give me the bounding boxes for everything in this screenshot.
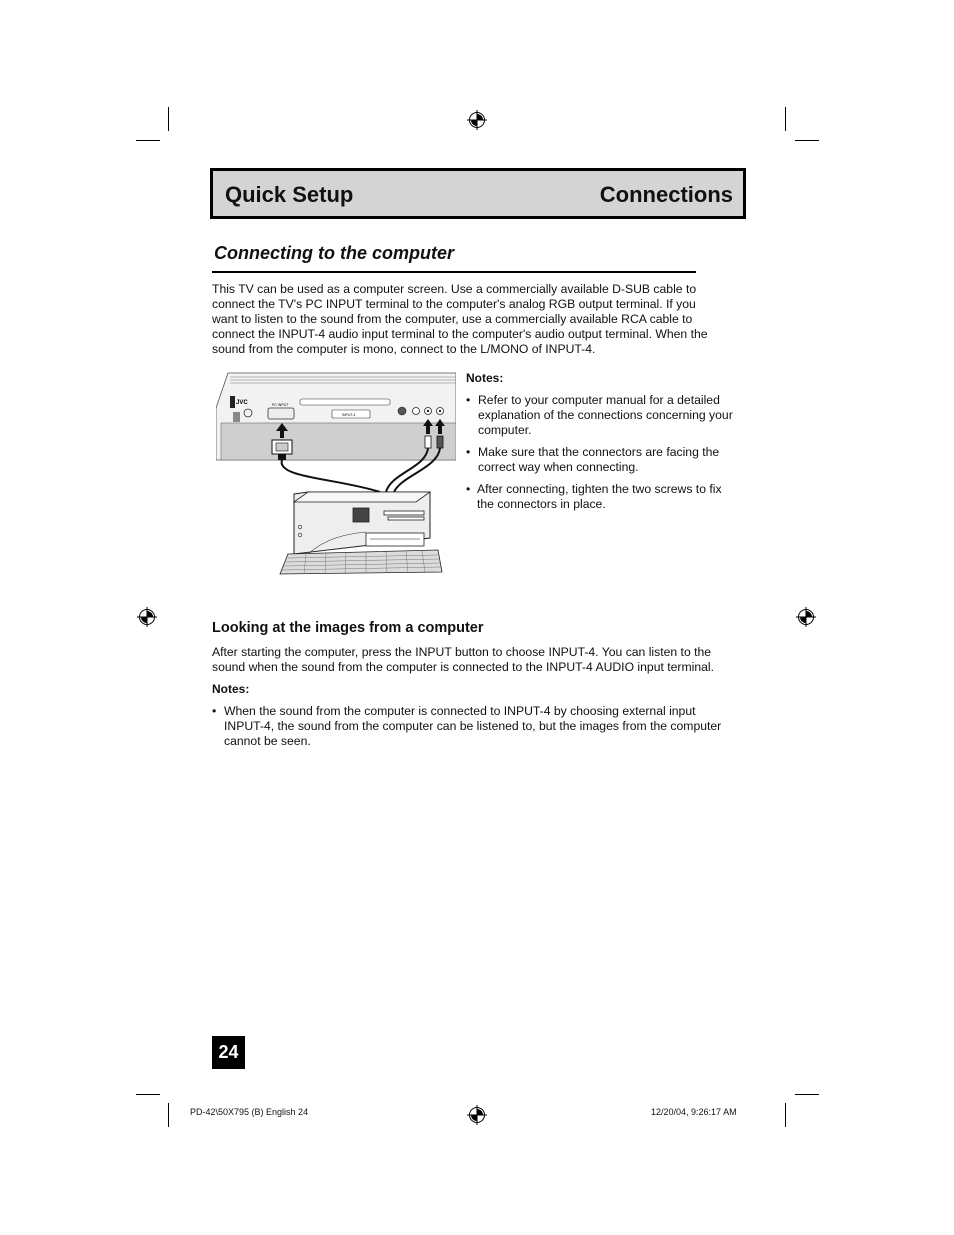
paragraph-line: sound when the sound from the computer is connected to the INPUT-4 AUDIO input terminal. (212, 660, 714, 674)
registration-mark-icon (467, 110, 487, 130)
note-line: After connecting, tighten the two screws to fix (477, 482, 722, 496)
note-item (466, 482, 746, 512)
header-left-title: Quick Setup (225, 182, 354, 207)
note-line: cannot be seen. (224, 734, 311, 748)
registration-mark-icon (796, 607, 816, 627)
bullet-icon: • (466, 393, 471, 407)
crop-mark (795, 140, 819, 141)
note-item (212, 704, 747, 749)
crop-mark (168, 1103, 169, 1127)
note-item (466, 393, 746, 438)
bullet-icon: • (466, 445, 471, 459)
crop-mark (136, 1094, 160, 1095)
subsection-title: Looking at the images from a computer (212, 620, 484, 636)
tv-rear-strip (221, 423, 456, 460)
footer-right: 12/20/04, 9:26:17 AM (651, 1107, 737, 1117)
header-right-title: Connections (599, 182, 733, 207)
brand-logo: JVC (236, 400, 248, 406)
crop-mark (168, 107, 169, 131)
note-line: When the sound from the computer is connected to INPUT-4 by choosing external input (224, 704, 696, 718)
note-line: INPUT-4, the sound from the computer can be listened to, but the images from the computer (224, 719, 722, 733)
registration-mark-icon (137, 607, 157, 627)
note-item (466, 445, 746, 475)
paragraph-line: connect the TV's PC INPUT terminal to the computer's analog RGB output terminal. If you (212, 297, 696, 311)
note-line: computer. (478, 423, 532, 437)
connection-diagram (216, 368, 456, 578)
notes-heading: Notes: (466, 371, 504, 385)
section-rule (212, 271, 696, 273)
cd-drive (366, 533, 424, 546)
notes-heading: Notes: (212, 682, 250, 696)
paragraph-line: connect the INPUT-4 audio input terminal to the computer's audio output terminal. When the (212, 327, 708, 341)
rca-plug (425, 436, 431, 448)
bullet-icon: • (212, 704, 217, 718)
pc-input-label: PC INPUT (272, 403, 289, 407)
note-line: the connectors in place. (477, 497, 606, 511)
crop-mark (785, 107, 786, 131)
paragraph-line: After starting the computer, press the INPUT button to choose INPUT-4. You can listen to the (212, 645, 712, 659)
footer-left: PD-42\50X795 (B) English 24 (190, 1107, 309, 1117)
page-number: 24 (212, 1036, 245, 1069)
paragraph-line: sound from the computer is mono, connect to the L/MONO of INPUT-4. (212, 342, 596, 356)
input4-label: INPUT-4 (342, 413, 356, 417)
rca-plug (437, 436, 443, 448)
crop-mark (795, 1094, 819, 1095)
note-line: Refer to your computer manual for a detailed (478, 393, 720, 407)
crop-mark (785, 1103, 786, 1127)
note-line: explanation of the connections concerning your (478, 408, 733, 422)
paragraph-line: want to listen to the sound from the computer, use a commercially available RCA cable to (212, 312, 693, 326)
crop-mark (136, 140, 160, 141)
registration-mark-icon (467, 1105, 487, 1125)
header-banner (210, 168, 746, 219)
bullet-icon: • (466, 482, 471, 496)
section-title: Connecting to the computer (214, 243, 454, 263)
note-line: Make sure that the connectors are facing the (478, 445, 720, 459)
paragraph-line: This TV can be used as a computer screen. Use a commercially available D-SUB cable to (212, 282, 697, 296)
note-line: correct way when connecting. (478, 460, 639, 474)
